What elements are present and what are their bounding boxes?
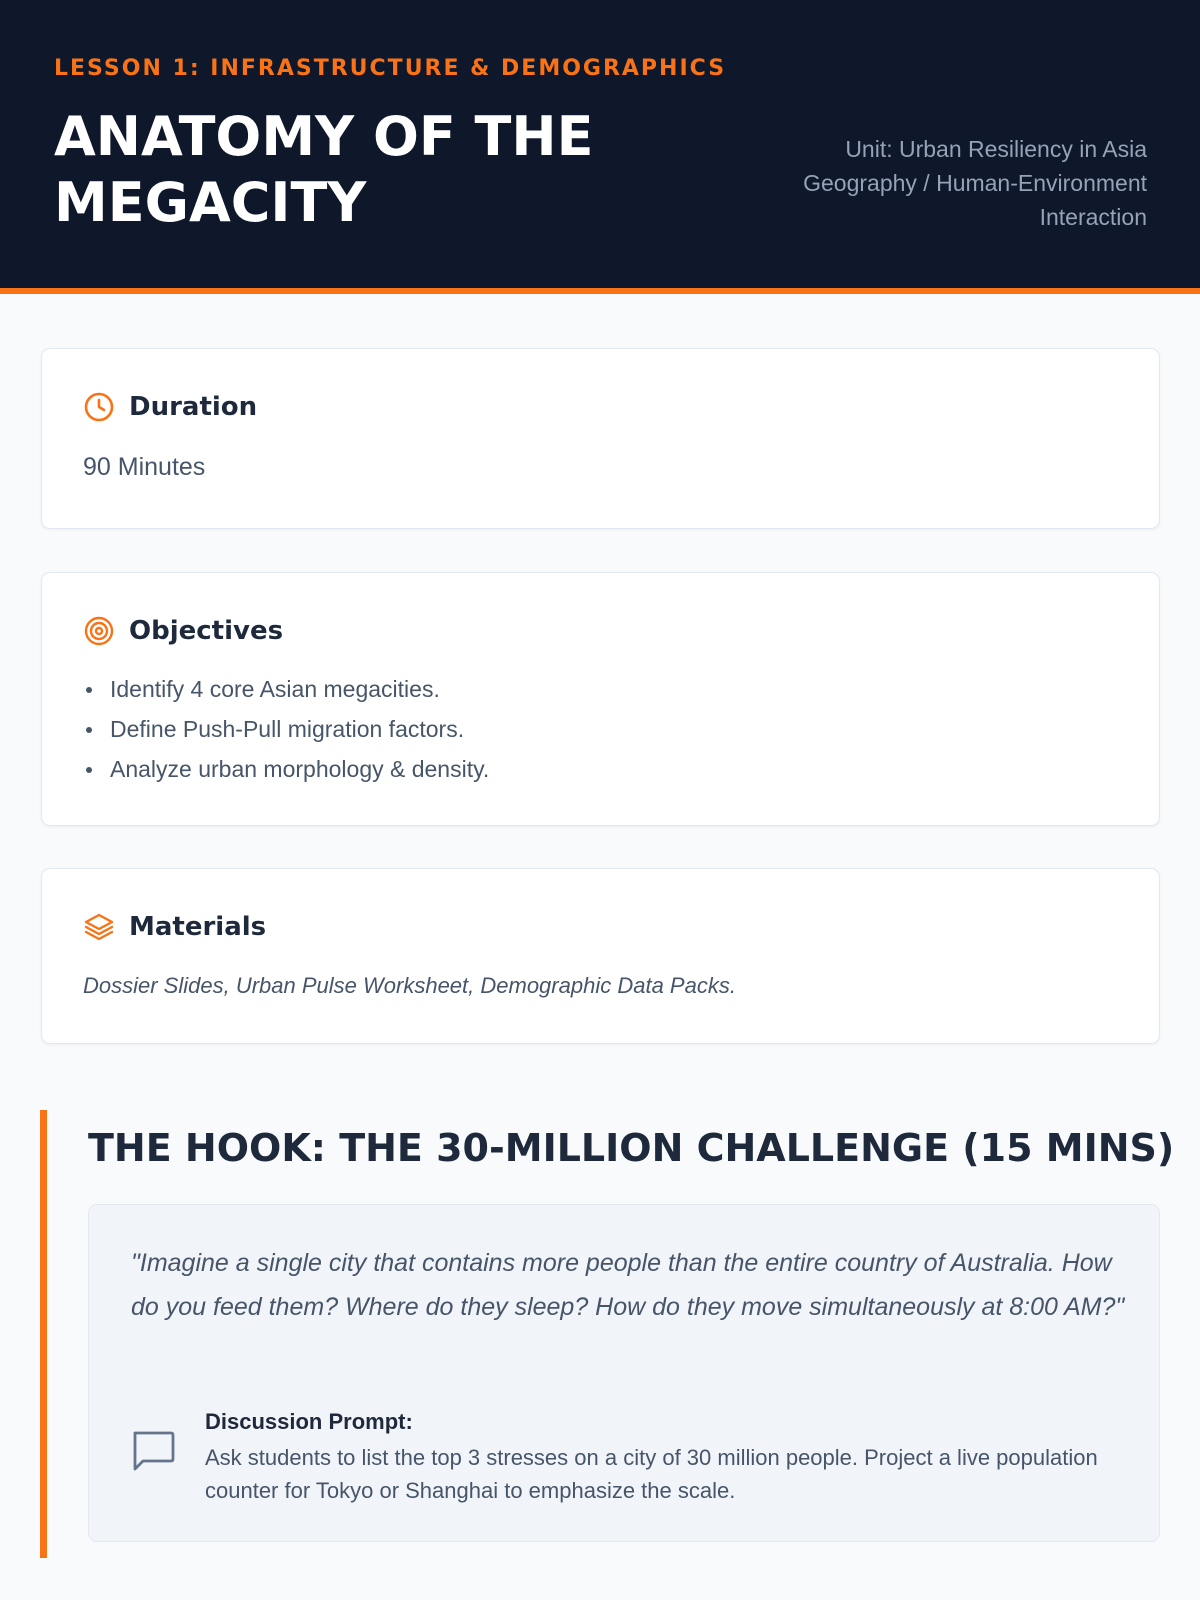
- chat-bubble-icon: [129, 1427, 177, 1475]
- materials-card: [41, 868, 1160, 1044]
- discussion-prompt-label: Discussion Prompt:: [205, 1409, 413, 1434]
- objectives-heading: [83, 615, 283, 647]
- materials-label: Materials: [129, 912, 267, 942]
- subject-line-1: Geography / Human-Environment: [803, 170, 1147, 196]
- clock-icon: [83, 391, 115, 423]
- list-item: Identify 4 core Asian megacities.: [83, 669, 489, 709]
- hook-box: [88, 1204, 1160, 1542]
- hook-accent-bar: [40, 1110, 47, 1558]
- list-item: Define Push-Pull migration factors.: [83, 709, 489, 749]
- page-title: ANATOMY OF THE MEGACITY: [54, 105, 594, 234]
- materials-text: Dossier Slides, Urban Pulse Worksheet, Demographic Data Packs.: [83, 973, 736, 998]
- duration-value: 90 Minutes: [83, 453, 206, 481]
- lesson-eyebrow: LESSON 1: INFRASTRUCTURE & DEMOGRAPHICS: [54, 56, 727, 81]
- lesson-header: [0, 0, 1200, 294]
- unit-name: Unit: Urban Resiliency in Asia: [845, 136, 1147, 162]
- target-icon: [83, 615, 115, 647]
- objectives-card: [41, 572, 1160, 826]
- subject-line-2: Interaction: [1039, 204, 1147, 230]
- discussion-prompt-text: Ask students to list the top 3 stresses on a city of 30 million people. Project a live population counter for Tokyo or Shanghai to emphasize the scale.: [205, 1445, 1098, 1503]
- objectives-list: [83, 669, 489, 789]
- materials-heading: [83, 911, 266, 943]
- unit-meta: [727, 132, 1147, 234]
- hook-title: THE HOOK: THE 30-MILLION CHALLENGE (15 MINS): [88, 1126, 1175, 1170]
- duration-heading: [83, 391, 257, 423]
- duration-label: Duration: [129, 392, 258, 422]
- objectives-label: Objectives: [129, 616, 284, 646]
- layers-icon: [83, 911, 115, 943]
- list-item: Analyze urban morphology & density.: [83, 749, 489, 789]
- duration-card: [41, 348, 1160, 529]
- hook-quote: "Imagine a single city that contains more people than the entire country of Australia. How do you feed them? Where do they sleep? How do they move simultaneously at 8:00 AM?": [131, 1249, 1125, 1321]
